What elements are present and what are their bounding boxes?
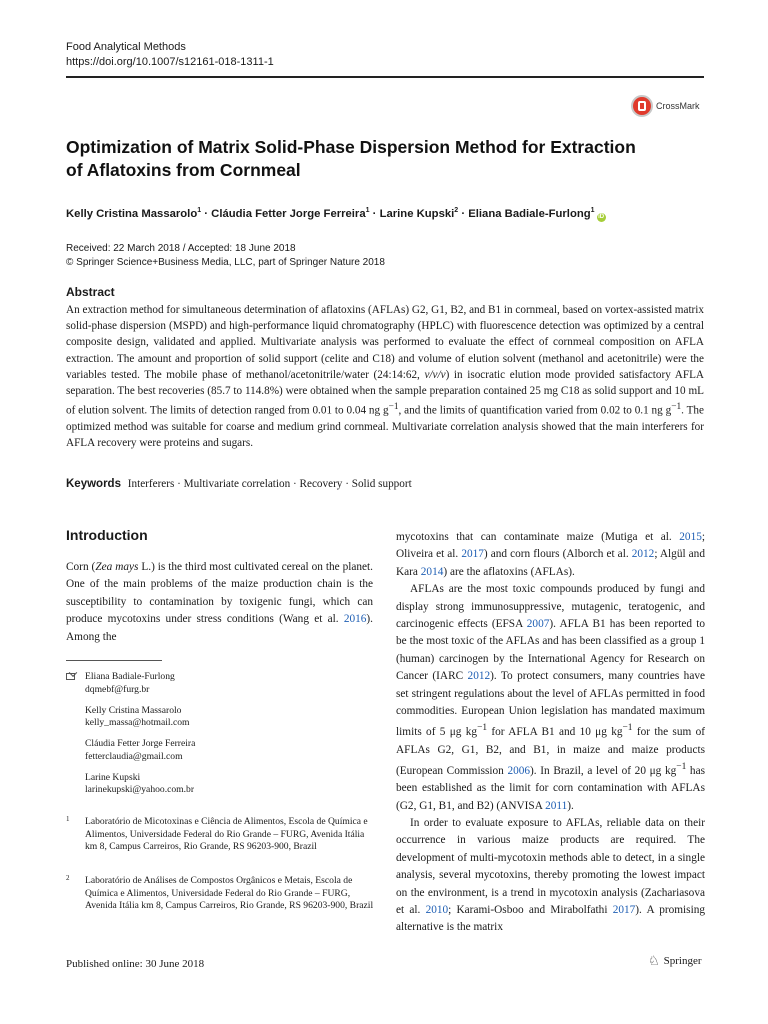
author-affiliation: 2 — [454, 207, 459, 214]
unit-exponent: −1 — [676, 762, 687, 773]
body-text: Corn ( — [66, 561, 96, 573]
springer-horse-icon: ♘ — [648, 953, 660, 968]
body-text: ; Karami-Osboo and Mirabolfathi — [448, 904, 613, 917]
citation-link[interactable]: 2014 — [420, 565, 444, 578]
title-line-1: Optimization of Matrix Solid-Phase Dispersion Method for Extraction — [66, 137, 636, 157]
citation-link[interactable]: 2007 — [526, 618, 550, 631]
crossmark-badge[interactable] — [631, 95, 700, 117]
abstract-text: v/v/v — [424, 368, 446, 381]
intro-paragraph — [396, 529, 705, 581]
body-text: for the sum of AFLAs G2, G1, B2, and B1, in maize and maize products (European Commission — [396, 726, 705, 777]
author-affiliation: 1 — [590, 207, 595, 214]
orcid-icon[interactable]: iD — [598, 213, 605, 220]
author-list — [66, 203, 706, 222]
abstract-text: An extraction method for simultaneous determination of aflatoxins (AFLAs) G2, G1, B2, and B1 in cornmeal, based on vortex-assisted matrix solid-phase dispersion (MSPD) and high-performance liquid chromatography (HPLC) with fluorescence detection was optimized by a central composite design, validated and applied. Multivariate analysis was performed to evaluate the effect of cornmeal composition on AFLA extraction. The amount and proportion of solid support (celite and C18) and volume of elution solvent (methanol and acetonitrile) were the variables tested. The mobile phase of methanol/acetonitrile/water (24:14:62, — [66, 304, 704, 381]
publisher-name: Springer — [663, 955, 702, 967]
contact-entry — [66, 738, 195, 763]
body-text: L.) is the third most cultivated cereal on the planet. One of the main problems of the maize production chain is the susceptibility to contamination by toxigenic fungi, which can produce mycotoxins under stress conditions (Wang et al. — [66, 561, 373, 626]
body-text: ; Oliveira et al. — [396, 531, 705, 561]
footnote-rule — [66, 660, 162, 661]
body-text: for AFLA B1 and 10 μg kg — [487, 726, 623, 739]
body-text: ). AFLA B1 has been reported to be the most toxic of the AFLAs and has been classified as a group 1 (human) carcinogen by the International Agency for Research on Cancer (IARC — [396, 618, 705, 683]
header-rule — [66, 76, 704, 78]
citation-link[interactable]: 2017 — [461, 548, 484, 561]
publisher-logo — [648, 953, 702, 969]
keywords-heading: Keywords — [66, 478, 121, 490]
citation-link[interactable]: 2016 — [343, 613, 367, 626]
intro-paragraph — [396, 581, 705, 815]
body-text: ). Among the — [66, 613, 373, 643]
right-column — [396, 529, 705, 937]
article-dates — [66, 242, 385, 270]
author-separator: · — [204, 207, 209, 220]
affiliation-number: 2 — [66, 874, 70, 882]
contact-entry — [66, 705, 195, 730]
body-text: In order to evaluate exposure to AFLAs, reliable data on their occurrence in various maize products are required. The development of multi-mycotoxin methods able to detect, in a single analysis, several mycotoxins, thereby promoting the lowest impact on the environment, is a trend in mycotoxin analysis (Zachariasova et al. — [396, 817, 705, 917]
contact-email[interactable]: larinekupski@yahoo.com.br — [85, 784, 195, 795]
contact-entry — [66, 772, 195, 797]
author-affiliation: 1 — [197, 207, 202, 214]
citation-link[interactable]: 2012 — [631, 548, 655, 561]
abstract-text: . The optimized method was suitable for coarse and medium grind cornmeal. Multivariate correlation analysis showed that the main interferers for AFLA recovery were proteins and sugars. — [66, 404, 704, 450]
journal-name: Food Analytical Methods — [66, 41, 186, 53]
correspondence-block — [66, 671, 195, 805]
crossmark-icon — [631, 95, 653, 117]
contact-email[interactable]: kelly_massa@hotmail.com — [85, 717, 190, 728]
abstract-text: ) in isocratic elution mode provided satisfactory AFLA separation. The best recoveries (85.7 to 114.8%) were obtained when the sample preparation contained 25 mg C18 as solid support and 10 mL of elution solvent. The limits of detection ranged from 0.01 to 0.04 ng g — [66, 368, 704, 417]
intro-paragraph — [396, 815, 705, 937]
unit-exponent: −1 — [622, 723, 633, 734]
keywords-list: Interferers · Multivariate correlation · Recovery · Solid support — [127, 478, 412, 490]
affiliation-text: Laboratório de Micotoxinas e Ciência de Alimentos, Escola de Química e Alimentos, Universidade Federal do Rio Grande – FURG, Avenida Itália km 8, Campus Carreiros, Rio Grande, RS 96203-900, Brazil — [85, 816, 368, 852]
unit-exponent: −1 — [671, 402, 682, 413]
author-name: Eliana Badiale-Furlong — [468, 207, 591, 220]
abstract-heading: Abstract — [66, 285, 115, 299]
citation-link[interactable]: 2015 — [679, 531, 702, 543]
article-title — [66, 136, 706, 182]
contact-email[interactable]: fetterclaudia@gmail.com — [85, 750, 183, 762]
citation-link[interactable]: 2012 — [467, 670, 491, 683]
affiliation-number: 1 — [66, 815, 70, 823]
title-line-2: of Aflatoxins from Cornmeal — [66, 160, 301, 180]
contact-name: Cláudia Fetter Jorge Ferreira — [85, 738, 196, 749]
citation-link[interactable]: 2011 — [545, 799, 568, 812]
body-text: ). — [567, 799, 574, 812]
keywords — [66, 478, 412, 490]
left-column — [66, 559, 373, 646]
unit-exponent: −1 — [388, 402, 399, 413]
body-text: ). A promising alternative is the matrix — [396, 904, 706, 934]
author-separator: · — [372, 207, 377, 220]
citation-link[interactable]: 2006 — [507, 764, 531, 777]
abstract-body — [66, 302, 704, 452]
contact-name: Larine Kupski — [85, 771, 141, 783]
body-text: ). To protect consumers, many countries have set stringent regulations about the level of AFLAs permitted in food commodities. European Union legislation has mandated maximum limits of 5 μg kg — [396, 670, 705, 739]
contact-entry — [66, 671, 195, 696]
intro-paragraph — [66, 559, 373, 646]
author-separator: · — [461, 207, 466, 220]
body-text: ) and corn flours (Alborch et al. — [483, 548, 632, 561]
envelope-icon — [66, 673, 75, 680]
author-name: Kelly Cristina Massarolo — [66, 207, 198, 220]
introduction-heading: Introduction — [66, 527, 148, 543]
body-text: ; Algül and Kara — [396, 548, 705, 578]
author-affiliation: 1 — [365, 207, 370, 214]
body-text: AFLAs are the most toxic compounds produced by fungi and display strong immunosuppressive, mutagenic, teratogenic, and carcinogenic effects (EFSA — [396, 583, 705, 631]
body-text: ). In Brazil, a level of 20 μg kg — [530, 764, 677, 777]
received-date: Received: 22 March 2018 / Accepted: 18 June 2018 — [66, 243, 296, 254]
affiliation-text: Laboratório de Análises de Compostos Orgânicos e Metais, Escola de Química e Alimentos, Universidade Federal do Rio Grande – FURG, Avenida Itália km 8, Campus Carreiros, Rio Grande, RS 96203-900, Brazil — [85, 875, 374, 911]
copyright-line: © Springer Science+Business Media, LLC, part of Springer Nature 2018 — [66, 257, 385, 268]
contact-email[interactable]: dqmebf@furg.br — [85, 683, 150, 695]
published-date: Published online: 30 June 2018 — [66, 958, 205, 970]
species-name: Zea mays — [95, 561, 139, 573]
abstract-text: , and the limits of quantification varied from 0.02 to 0.1 ng g — [398, 404, 672, 417]
author-name: Cláudia Fetter Jorge Ferreira — [211, 207, 366, 220]
citation-link[interactable]: 2017 — [612, 904, 636, 917]
contact-name: Eliana Badiale-Furlong — [85, 671, 175, 682]
crossmark-label: CrossMark — [656, 101, 700, 111]
unit-exponent: −1 — [477, 723, 488, 734]
contact-name: Kelly Cristina Massarolo — [85, 704, 182, 716]
body-text: mycotoxins that can contaminate maize (Mutiga et al. — [396, 531, 680, 543]
body-text: has been established as the limit for corn contamination with AFLAs (G2, G1, B1, and B2) (ANVISA — [396, 764, 705, 812]
journal-header — [66, 40, 274, 70]
body-text: ) are the aflatoxins (AFLAs). — [443, 565, 575, 578]
citation-link[interactable]: 2010 — [425, 904, 449, 917]
author-name: Larine Kupski — [379, 207, 455, 220]
doi-link[interactable]: https://doi.org/10.1007/s12161-018-1311-1 — [66, 56, 274, 68]
